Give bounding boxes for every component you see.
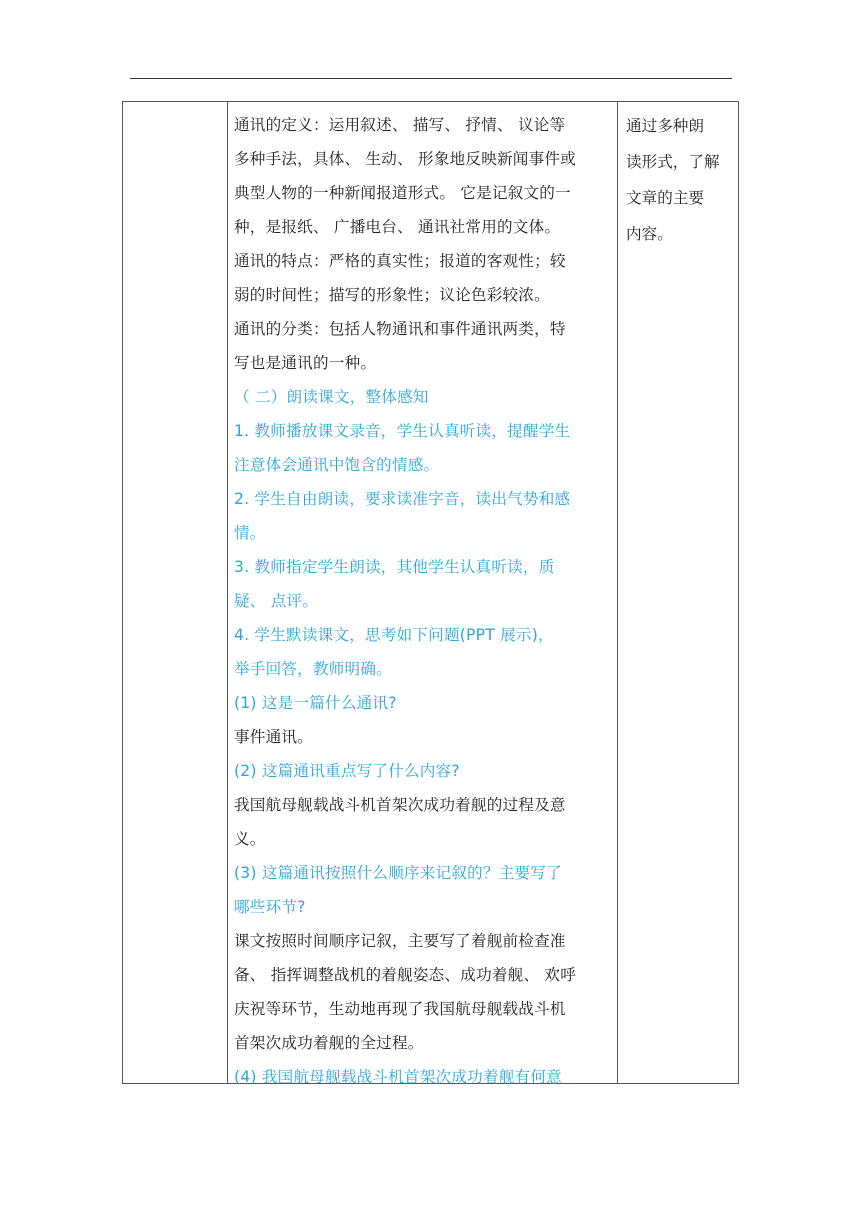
objective-text-line: 读形式，了解 xyxy=(626,153,720,171)
main-text-line: 1. 教师播放课文录音，学生认真听读，提醒学生 xyxy=(234,422,571,440)
main-text-line: 课文按照时间顺序记叙，主要写了着舰前检查准 xyxy=(234,932,566,950)
main-text-line: 事件通讯。 xyxy=(234,728,313,746)
main-text-line: 通讯的定义：运用叙述、 描写、 抒情、 议论等 xyxy=(234,116,566,134)
column-divider-right xyxy=(617,102,618,1083)
main-text-line: 备、 指挥调整战机的着舰姿态、成功着舰、 欢呼 xyxy=(234,966,576,984)
main-text-line: 多种手法，具体、 生动、 形象地反映新闻事件或 xyxy=(234,150,576,168)
main-text-line: 4. 学生默读课文，思考如下问题(PPT 展示)， xyxy=(234,626,554,644)
objective-text-line: 内容。 xyxy=(626,225,673,243)
main-text-line: 我国航母舰载战斗机首架次成功着舰的过程及意 xyxy=(234,796,566,814)
main-text-line: 首架次成功着舰的全过程。 xyxy=(234,1034,424,1052)
column-divider-left xyxy=(227,102,228,1083)
objective-text-line: 文章的主要 xyxy=(626,189,704,207)
main-text-line: 弱的时间性；描写的形象性；议论色彩较浓。 xyxy=(234,286,550,304)
main-text-line: 哪些环节? xyxy=(234,898,306,916)
main-text-line: 种，是报纸、 广播电台、 通讯社常用的文体。 xyxy=(234,218,561,236)
main-text-line: 注意体会通讯中饱含的情感。 xyxy=(234,456,440,474)
main-text-line: （ 二）朗读课文，整体感知 xyxy=(234,388,429,406)
main-text-line: 通讯的分类：包括人物通讯和事件通讯两类，特 xyxy=(234,320,566,338)
left-column-cell xyxy=(123,102,227,1083)
main-text-line: (1) 这是一篇什么通讯? xyxy=(234,694,397,712)
header-rule xyxy=(130,78,732,79)
main-text-line: 庆祝等环节，生动地再现了我国航母舰载战斗机 xyxy=(234,1000,566,1018)
lesson-table xyxy=(122,101,739,1084)
main-text-line: 举手回答，教师明确。 xyxy=(234,660,392,678)
main-text-line: 义。 xyxy=(234,830,266,848)
main-text-line: 疑、 点评。 xyxy=(234,592,319,610)
objective-text-line: 通过多种朗 xyxy=(626,117,704,135)
objective-cell xyxy=(626,108,734,252)
main-text-line: (4) 我国航母舰载战斗机首架次成功着舰有何意 xyxy=(234,1068,562,1086)
main-text-line: 情。 xyxy=(234,524,266,542)
main-content-cell xyxy=(234,108,614,1094)
main-text-line: 3. 教师指定学生朗读，其他学生认真听读，质 xyxy=(234,558,555,576)
main-text-line: (2) 这篇通讯重点写了什么内容? xyxy=(234,762,460,780)
main-text-line: 通讯的特点：严格的真实性；报道的客观性；较 xyxy=(234,252,566,270)
main-text-line: 2. 学生自由朗读，要求读准字音，读出气势和感 xyxy=(234,490,571,508)
main-text-line: 写也是通讯的一种。 xyxy=(234,354,377,372)
main-text-line: (3) 这篇通讯按照什么顺序来记叙的？主要写了 xyxy=(234,864,562,882)
main-text-line: 典型人物的一种新闻报道形式。 它是记叙文的一 xyxy=(234,184,571,202)
